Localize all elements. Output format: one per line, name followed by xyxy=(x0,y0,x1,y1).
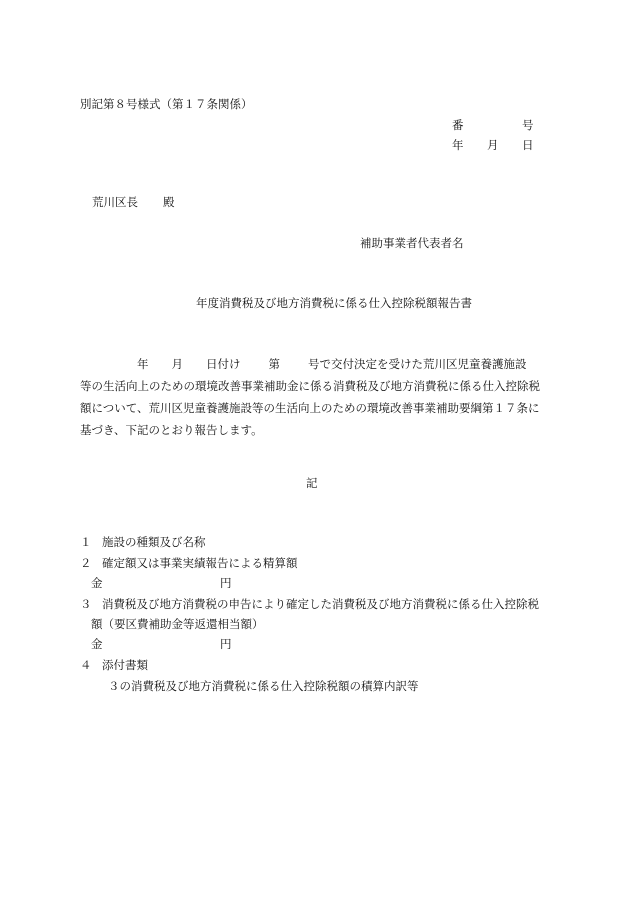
item-3-yen: 円 xyxy=(220,637,232,651)
item-4-num: ４ xyxy=(80,658,92,672)
form-label: 別記第８号様式（第１７条関係） xyxy=(80,97,253,111)
date-day: 日 xyxy=(522,138,534,152)
body-line-4: 基づき、下記のとおり報告します。 xyxy=(80,423,263,437)
body-line-2: 等の生活向上のための環境改善事業補助金に係る消費税及び地方消費税に係る仕入控除税 xyxy=(80,379,540,393)
body-dai: 第 xyxy=(268,357,280,371)
item-2-num: ２ xyxy=(80,556,92,570)
item-3-kin: 金 xyxy=(91,637,103,651)
number-suffix: 号 xyxy=(522,118,534,132)
ki-label: 記 xyxy=(306,476,318,490)
body-line-1 xyxy=(80,356,552,378)
document-title: 年度消費税及び地方消費税に係る仕入控除税額報告書 xyxy=(196,296,472,310)
addressee-honorific: 殿 xyxy=(163,195,175,209)
item-1-num: １ xyxy=(80,535,92,549)
item-1-text: 施設の種類及び名称 xyxy=(102,535,206,549)
body-line1-rest: 号で交付決定を受けた荒川区児童養護施設 xyxy=(308,357,527,371)
number-label: 番 xyxy=(452,118,464,132)
item-3-num: ３ xyxy=(80,597,92,611)
body-paragraph xyxy=(80,356,552,444)
item-3-text: 消費税及び地方消費税の申告により確定した消費税及び地方消費税に係る仕入控除税 xyxy=(102,597,539,611)
body-day: 日付け xyxy=(206,357,241,371)
item-2-kin: 金 xyxy=(91,576,103,590)
item-2-yen: 円 xyxy=(220,576,232,590)
body-year: 年 xyxy=(137,357,149,371)
date-year: 年 xyxy=(452,138,464,152)
item-4-sub: ３の消費税及び地方消費税に係る仕入控除税額の積算内訳等 xyxy=(108,679,419,693)
sender-label: 補助事業者代表者名 xyxy=(360,236,464,250)
date-month: 月 xyxy=(487,138,499,152)
body-line-3: 額について、荒川区児童養護施設等の生活向上のための環境改善事業補助要綱第１７条に xyxy=(80,401,540,415)
body-month: 月 xyxy=(171,357,183,371)
addressee-name: 荒川区長 xyxy=(92,195,138,209)
item-3-cont: 額（要区費補助金等返還相当額） xyxy=(91,617,264,631)
item-2-text: 確定額又は事業実績報告による精算額 xyxy=(102,556,298,570)
item-4-text: 添付書類 xyxy=(102,658,148,672)
